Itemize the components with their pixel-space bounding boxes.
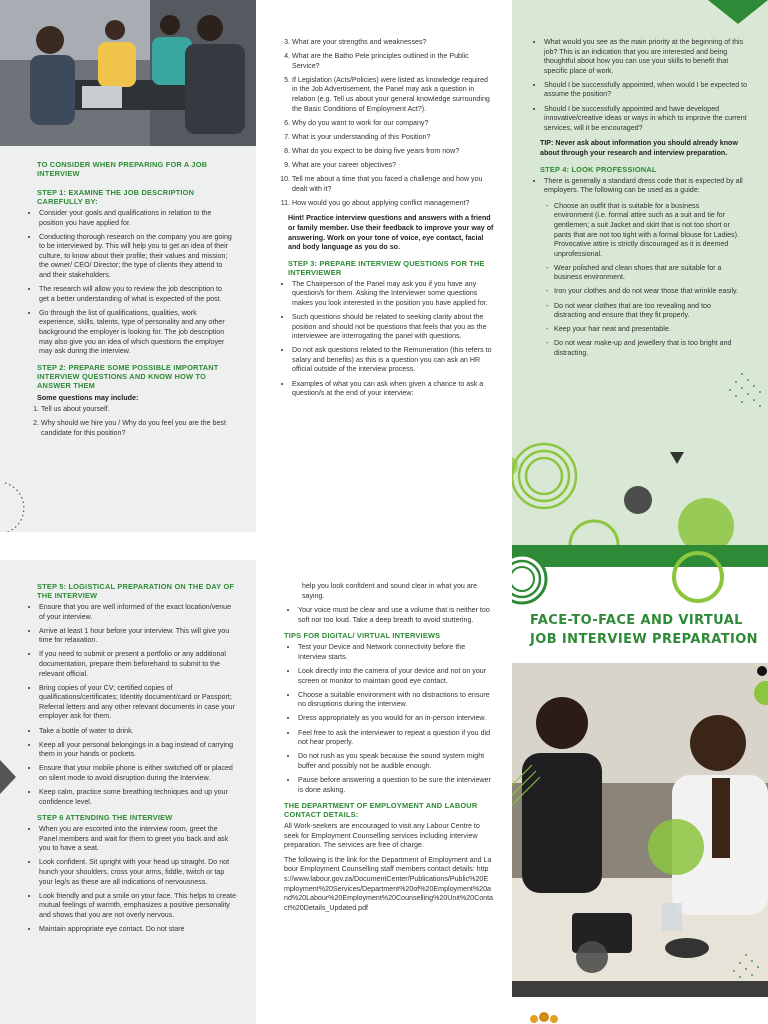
list-item: 2. Why should we hire you / Why do you feel you are the best candidate for this position? bbox=[41, 419, 233, 438]
dept-text-2: The following is the link for the Department of Employment and Labour Employment Counselling staff members contact details: https://www.labour.gov.za/DocumentCenter/Publications/Public%20Employment%20Services/Department%20of%20Employment%20and%20Labour%20Employment%20Counselling%20Unit%20Contact%20Details_Updated.pdf bbox=[284, 855, 494, 912]
list-item: • The Chairperson of the Panel may ask you if you have any question/s for them. Asking the Interviewer some questions makes you look interested in the position you have applied for. bbox=[292, 280, 494, 309]
step4-title: STEP 4: LOOK PROFESSIONAL bbox=[540, 164, 657, 174]
continuation-text: help you look confident and sound clear in what you are saying. bbox=[302, 582, 478, 600]
green-circle-icon bbox=[256, 528, 272, 532]
coat-of-arms-logo bbox=[524, 1003, 564, 1023]
section-heading-consider: TO CONSIDER WHEN PREPARING FOR A JOB INTERVIEW bbox=[37, 160, 208, 178]
list-item: • Consider your goals and qualifications in relation to the position you have applied for. bbox=[39, 209, 233, 228]
panel-top-middle bbox=[256, 0, 512, 532]
list-item: • Do not rush as you speak because the sound system might buffer and possibly not be audible enough. bbox=[298, 752, 494, 771]
tips-title: TIPS FOR DIGITAL/ VIRTUAL INTERVIEWS bbox=[284, 631, 441, 641]
cover-circle-decorations bbox=[512, 575, 768, 1024]
list-item: • Bring copies of your CV; certified copies of qualifications/certificates; Identity document/card or Passport; Referral letters and any other relevant documents in case your employer ask for them. bbox=[39, 684, 237, 722]
hint-text: Hint! Practice interview questions and answers with a friend or family member. Use their feedback to improve your way of answering. Work on your tone of voice, eye contact, facial and body language as you do so. bbox=[288, 214, 494, 252]
step6-title: STEP 6 ATTENDING THE INTERVIEW bbox=[37, 813, 173, 823]
list-item: • Pause before answering a question to be sure the interviewer is done asking. bbox=[298, 776, 494, 795]
list-item: • Arrive at least 1 hour before your interview. This will give you time for relaxation. bbox=[39, 627, 237, 646]
step1-title: STEP 1: EXAMINE THE JOB DESCRIPTION CAREFULLY BY: bbox=[37, 188, 195, 206]
dark-triangle-decoration bbox=[708, 0, 768, 24]
step6-list bbox=[21, 825, 237, 934]
step2-list bbox=[23, 405, 233, 438]
step4-list bbox=[526, 177, 750, 196]
step2-title: STEP 2: PREPARE SOME POSSIBLE IMPORTANT INTERVIEW QUESTIONS AND KNOW HOW TO ANSWER THEM bbox=[37, 362, 219, 390]
list-item: • Choose a suitable environment with no distractions to ensure no disruptions during the interview. bbox=[298, 691, 494, 710]
step2-subtitle: Some questions may include: bbox=[37, 392, 139, 402]
questions-examples-list bbox=[526, 38, 750, 133]
list-item: • Look confident. Sit upright with your head up straight. Do not hunch your shoulders, cross your arms, fiddle, twitch or tap your leg/s as these are all indications of nervousness. bbox=[39, 858, 237, 887]
list-item: - Keep your hair neat and presentable. bbox=[554, 325, 740, 335]
gray-triangle-decoration bbox=[0, 760, 16, 794]
list-item: 10. Tell me about a time that you faced a challenge and how you dealt with it? bbox=[292, 175, 494, 194]
list-item: • Should I be successfully appointed, when would I be expected to assume the position? bbox=[544, 81, 750, 100]
list-item: • Keep calm, practice some breathing techniques and up your confidence level. bbox=[39, 788, 237, 807]
list-item: - Choose an outfit that is suitable for a business environment (i.e. formal attire such as a suit and tie for gentlemen; a suit Jacket and skirt that is not too short or pants that are not too tight with a formal blouse for Ladies). Provocative attire is strictly discouraged as it is deemed unprofessional. bbox=[554, 202, 740, 260]
list-item: • Do not ask questions related to the Remuneration (this refers to salary and benefits) as this is a question you can ask an HR official outside of the interview process. bbox=[292, 346, 494, 375]
step3-title: STEP 3: PREPARE INTERVIEW QUESTIONS FOR THE INTERVIEWER bbox=[288, 258, 485, 277]
list-item: • What would you see as the main priority at the beginning of this job? This is an indication that you are interested and being thoughtful about how you can use your skills to benefit that specific place of work. bbox=[544, 38, 750, 76]
dept-title: THE DEPARTMENT OF EMPLOYMENT AND LABOUR CONTACT DETAILS: bbox=[284, 801, 478, 820]
dotted-arc-decoration bbox=[0, 478, 30, 532]
step1-list bbox=[21, 209, 233, 357]
tip-text: TIP: Never ask about information you should already know about through your research and interview preparation. bbox=[540, 139, 738, 157]
tips-list bbox=[280, 643, 494, 795]
list-item: • Dress appropriately as you would for an in-person interview. bbox=[298, 714, 494, 724]
list-item: 7. What is your understanding of this Position? bbox=[292, 133, 494, 143]
list-item: 9. What are your career objectives? bbox=[292, 161, 494, 171]
list-item: • Take a bottle of water to drink. bbox=[39, 727, 237, 737]
list-item: • Conducting thorough research on the company you are going to be interviewed by. This will help you to get an idea of their culture, to know about their profile; their values and mission; the owner/ CEO/ Director; the type of clients they attend to and their stakeholders. bbox=[39, 233, 233, 281]
panel-bottom-left bbox=[0, 560, 256, 1024]
list-item: 8. What do you expect to be doing five years from now? bbox=[292, 147, 494, 157]
step4-dash-list bbox=[536, 202, 740, 359]
list-item: 11. How would you go about applying conflict management? bbox=[292, 199, 494, 209]
list-item: • Examples of what you can ask when given a chance to ask a question/s at the end of your interview: bbox=[292, 380, 494, 399]
list-item: • Should I be successfully appointed and have developed innovative/creative ideas or ways in which to improve the current services, will it be encouraged? bbox=[544, 105, 750, 134]
meeting-photo-illustration bbox=[0, 0, 256, 146]
circle-decorations bbox=[512, 370, 768, 545]
list-item: • Ensure that you are well informed of the exact location/venue of your interview. bbox=[39, 603, 237, 622]
list-item: 6. Why do you want to work for our company? bbox=[292, 119, 494, 129]
list-item: • Keep all your personal belongings in a bag instead of carrying them in your hands or pockets. bbox=[39, 741, 237, 760]
list-item: 3. What are your strengths and weaknesses? bbox=[292, 38, 494, 48]
list-item: • If you need to submit or present a portfolio or any additional documentation, prepare them beforehand to submit to the relevant official. bbox=[39, 650, 237, 679]
list-item: 4. What are the Batho Pele principles outlined in the Public Service? bbox=[292, 52, 494, 71]
list-item: - Iron your clothes and do not wear those that wrinkle easily. bbox=[554, 287, 740, 297]
step5-title: STEP 5: LOGISTICAL PREPARATION ON THE DAY OF THE INTERVIEW bbox=[37, 582, 235, 600]
list-item: • There is generally a standard dress code that is expected by all employers. The following can be used as a guide: bbox=[544, 177, 750, 196]
cover-title-line2: JOB INTERVIEW PREPARATION bbox=[530, 632, 758, 647]
dept-text-1: All Work-seekers are encouraged to visit any Labour Centre to seek for Employment Counselling services including interview preparation. The services are free of charge. bbox=[284, 822, 480, 850]
voice-list bbox=[280, 606, 494, 625]
list-item: - Do not wear clothes that are too revealing and too distracting and ensure that they fit properly. bbox=[554, 302, 740, 321]
step5-list bbox=[21, 603, 237, 807]
panel-cover bbox=[512, 545, 768, 1024]
list-item: 5. If Legislation (Acts/Policies) were listed as knowledge required in the Job Advertisement, the Panel may ask a question in relation (e.g. Tell us about your general knowledge surrounding the Basic Conditions of Employment Act?). bbox=[292, 76, 494, 114]
list-item: 1. Tell us about yourself. bbox=[41, 405, 233, 415]
panel-top-right bbox=[512, 0, 768, 545]
list-item: • Go through the list of qualifications, qualities, work experience, skills, talents, type of personality and any other background the employer is looking for. The job description may also give you an idea of which questions the employer may ask during the interview. bbox=[39, 309, 233, 357]
list-item: • Test your Device and Network connectivity before the Interview starts. bbox=[298, 643, 494, 662]
cover-bottom-band bbox=[512, 981, 768, 997]
list-item: • Such questions should be related to seeking clarity about the position and should not be questions that feels that you as the interviewee are interrogating the panel with questions. bbox=[292, 313, 494, 342]
panel-top-left bbox=[0, 0, 256, 532]
list-item: • When you are escorted into the interview room, greet the Panel members and wait for them to greet you back and ask you to have a seat. bbox=[39, 825, 237, 854]
questions-list bbox=[274, 38, 494, 208]
panel-bottom-middle bbox=[256, 560, 512, 1024]
list-item: • Look directly into the camera of your device and not on your screen or monitor to maintain good eye contact. bbox=[298, 667, 494, 686]
list-item: • Maintain appropriate eye contact. Do not stare bbox=[39, 925, 237, 935]
cover-title-line1: FACE-TO-FACE AND VIRTUAL bbox=[530, 613, 743, 628]
list-item: - Wear polished and clean shoes that are suitable for a business environment. bbox=[554, 264, 740, 283]
list-item: • Feel free to ask the interviewer to repeat a question if you did not hear properly. bbox=[298, 729, 494, 748]
meeting-photo-top bbox=[0, 0, 256, 146]
list-item: • The research will allow you to review the job description to get a better understanding of what is expected of the post. bbox=[39, 285, 233, 304]
list-item: - Do not wear make-up and jewellery that is too bright and distracting. bbox=[554, 339, 740, 358]
list-item: • Your voice must be clear and use a volume that is neither too soft nor too loud. Take a deep breath to avoid stuttering. bbox=[298, 606, 494, 625]
list-item: • Ensure that your mobile phone is either switched off or placed on silent mode to avoid disruption during the Interview. bbox=[39, 764, 237, 783]
list-item: • Look friendly and put a smile on your face. This helps to create mutual feelings of warmth, emphasizes a positive personality and shows that you are not overly nervous. bbox=[39, 892, 237, 921]
step3-list bbox=[274, 280, 494, 399]
